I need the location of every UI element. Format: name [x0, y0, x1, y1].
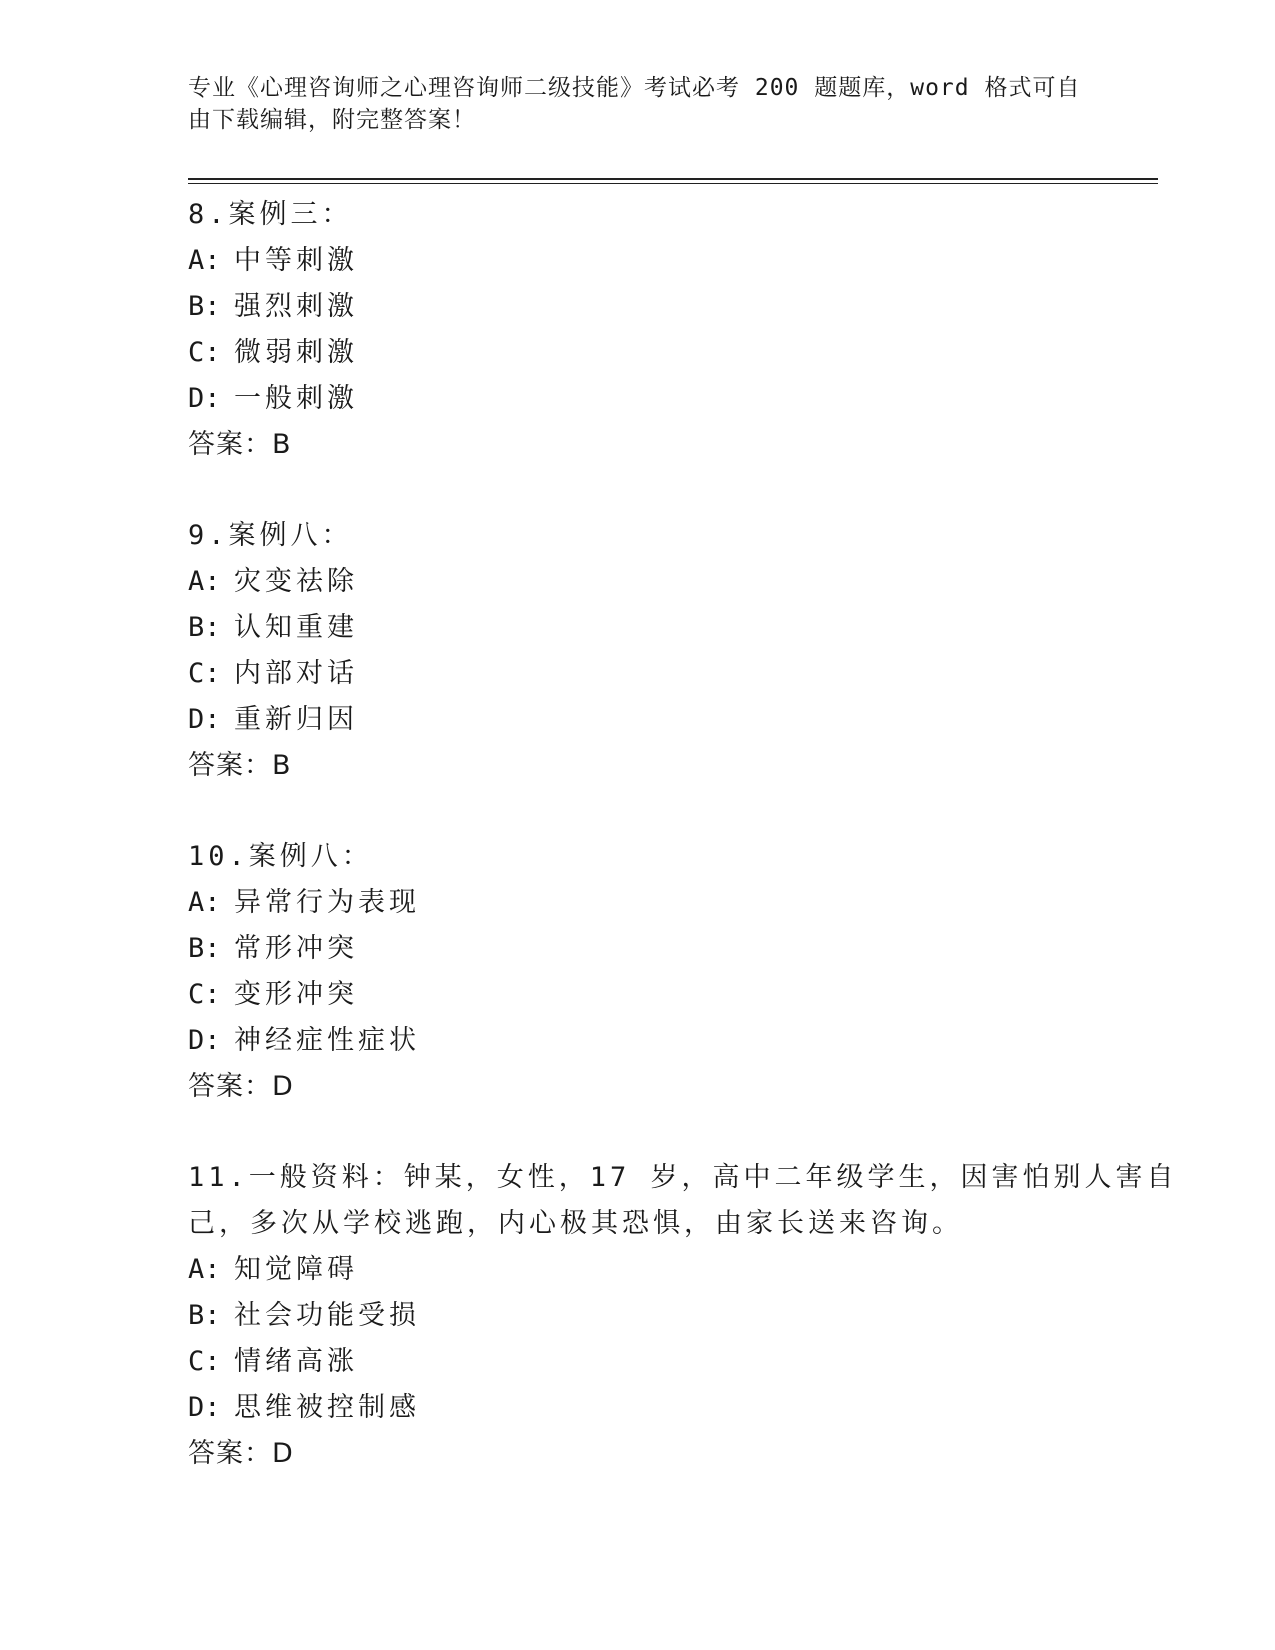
option-text: 知觉障碍: [234, 1254, 358, 1285]
option-text: 内部对话: [234, 658, 358, 689]
question-list: [188, 192, 1178, 1477]
option-text: 变形冲突: [234, 979, 358, 1010]
option-letter: B:: [188, 1300, 221, 1331]
option-c: [188, 651, 1088, 697]
option-text: 中等刺激: [234, 245, 358, 276]
answer-line: 答案：B: [188, 750, 292, 781]
option-letter: B:: [188, 933, 221, 964]
option-letter: B:: [188, 612, 221, 643]
question-stem: 11.一般资料：钟某，女性，17 岁，高中二年级学生，因害怕别人害自: [188, 1162, 1178, 1193]
question-stem: 10.案例八：: [188, 841, 373, 872]
option-text: 认知重建: [234, 612, 358, 643]
option-a: [188, 1247, 1088, 1293]
option-c: [188, 1339, 1088, 1385]
option-text: 思维被控制感: [234, 1392, 420, 1423]
option-letter: C:: [188, 337, 221, 368]
option-text: 微弱刺激: [234, 337, 358, 368]
option-letter: C:: [188, 979, 221, 1010]
option-d: [188, 1018, 1088, 1064]
option-text: 一般刺激: [234, 383, 358, 414]
option-b: [188, 1293, 1088, 1339]
spacer: [188, 789, 1088, 834]
option-letter: D:: [188, 704, 221, 735]
question-10: [188, 834, 1088, 1110]
header-divider: [188, 178, 1158, 184]
option-b: [188, 605, 1088, 651]
option-c: [188, 330, 1088, 376]
option-letter: A:: [188, 1254, 221, 1285]
option-letter: A:: [188, 566, 221, 597]
document-header: [188, 72, 1081, 136]
option-text: 神经症性症状: [234, 1025, 420, 1056]
option-text: 社会功能受损: [234, 1300, 420, 1331]
spacer: [188, 1110, 1088, 1155]
option-letter: A:: [188, 887, 221, 918]
answer-line: 答案：D: [188, 1071, 294, 1102]
option-a: [188, 559, 1088, 605]
option-letter: C:: [188, 658, 221, 689]
option-b: [188, 284, 1088, 330]
option-a: [188, 880, 1088, 926]
option-letter: C:: [188, 1346, 221, 1377]
option-letter: B:: [188, 291, 221, 322]
question-11: [188, 1155, 1178, 1477]
answer-line: 答案：B: [188, 429, 292, 460]
question-stem: 8.案例三：: [188, 199, 353, 230]
header-line-1: 专业《心理咨询师之心理咨询师二级技能》考试必考 200 题题库，word 格式可自: [188, 75, 1081, 101]
option-letter: D:: [188, 1025, 221, 1056]
option-text: 灾变祛除: [234, 566, 358, 597]
spacer: [188, 468, 1088, 513]
option-text: 常形冲突: [234, 933, 358, 964]
option-text: 重新归因: [234, 704, 358, 735]
question-9: [188, 513, 1088, 789]
answer-line: 答案：D: [188, 1438, 294, 1469]
question-stem-continued: 己，多次从学校逃跑，内心极其恐惧，由家长送来咨询。: [188, 1208, 963, 1239]
question-8: [188, 192, 1088, 468]
question-stem: 9.案例八：: [188, 520, 353, 551]
option-b: [188, 926, 1088, 972]
option-d: [188, 1385, 1088, 1431]
option-letter: A:: [188, 245, 221, 276]
option-text: 异常行为表现: [234, 887, 420, 918]
header-line-2: 由下载编辑，附完整答案！: [188, 107, 476, 133]
option-text: 情绪高涨: [234, 1346, 358, 1377]
option-a: [188, 238, 1088, 284]
option-d: [188, 376, 1088, 422]
option-d: [188, 697, 1088, 743]
option-letter: D:: [188, 383, 221, 414]
option-text: 强烈刺激: [234, 291, 358, 322]
option-letter: D:: [188, 1392, 221, 1423]
option-c: [188, 972, 1088, 1018]
